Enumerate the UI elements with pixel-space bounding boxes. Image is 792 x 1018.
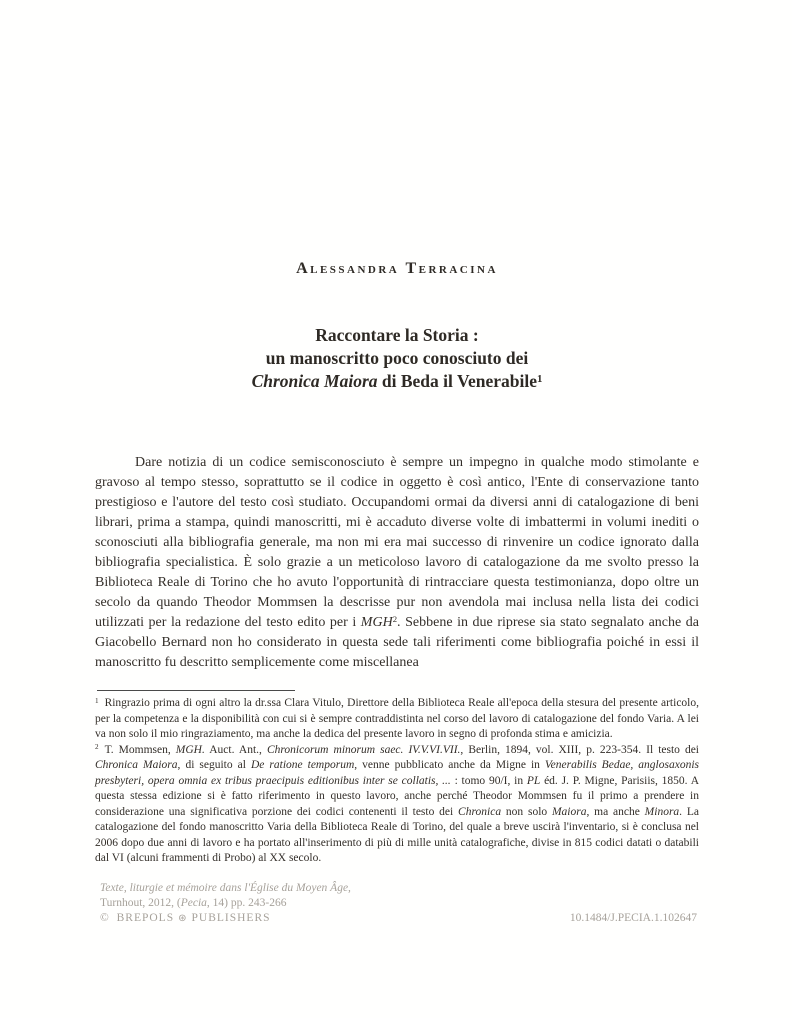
- page-content: [95, 0, 699, 867]
- title-line-3: Chronica Maiora di Beda il Venerabile$^1$: [251, 371, 543, 391]
- article-title: [95, 324, 699, 393]
- footnote-1-text: Ringrazio prima di ogni altro la dr.ssa Clara Vitulo, Direttore della Biblioteca Reale all'epoca della stesura del presente articolo, per la competenza e la disponibilità con cui si è sempre contraddistinta nel corso del lavoro di catalogazione del fondo Varia. A lei va non solo il mio ringraziamento, ma anche la dedica del presente lavoro in segno di profonda stima e amicizia.: [95, 697, 699, 740]
- publisher-text: PUBLISHERS: [191, 912, 271, 924]
- title-line-1: Raccontare la Storia :: [315, 325, 479, 345]
- footnote-1: [95, 696, 699, 743]
- publisher-copyright: [100, 911, 271, 926]
- footnote-1-marker: 1: [95, 696, 99, 705]
- footnote-2-marker: 2: [95, 743, 99, 752]
- footnotes-section: [95, 696, 699, 867]
- copyright-line: [100, 911, 697, 926]
- doi: 10.1484/J.PECIA.1.102647: [569, 912, 697, 924]
- publication-line: Turnhout, 2012, (Pecia, 14) pp. 243-266: [100, 897, 287, 909]
- brepols-logo-icon: ⊛: [178, 913, 188, 924]
- body-paragraph: Dare notizia di un codice semisconosciuto è sempre un impegno in qualche modo stimolante e gravoso al tempo stesso, soprattutto se il codice in oggetto è così antico, l'Ente di conservazione tanto prestigioso e l'autore del testo così studiato. Occupandomi ormai da diversi anni di catalogazione di beni librari, prima a stampa, quindi manoscritti, mi è accaduto diverse volte di imbattermi in volumi inediti o sconosciuti alla bibliografia generale, ma non mi era mai successo di rinvenire un codice ignorato dalla bibliografia specialistica. È solo grazie a un meticoloso lavoro di catalogazione da me svolto presso la Biblioteca Reale di Torino che ho avuto l'opportunità di rintracciare questa testimonianza, dopo oltre un secolo da quando Theodor Mommsen la descrisse pur non avendola mai inclusa nella lista dei codici utilizzati per la redazione del testo edito per i MGH$^2$. Sebbene in due riprese sia stato segnalato anche da Giacobello Bernard non ho considerato in questa sede tali riferimenti come bibliografia poiché in essi il manoscritto fu descritto semplicemente come miscellanea: [95, 455, 699, 670]
- footnote-separator-rule: [97, 690, 295, 691]
- footnote-2: [95, 743, 699, 867]
- series-title: Texte, liturgie et mémoire dans l'Église du Moyen Âge,: [100, 882, 351, 894]
- title-line-2: un manoscritto poco conosciuto dei: [265, 348, 529, 368]
- author-name: Alessandra Terracina: [296, 260, 498, 277]
- copyright-text: © BREPOLS: [100, 912, 175, 924]
- footnote-2-text: T. Mommsen, MGH. Auct. Ant., Chronicorum minorum saec. IV.V.VI.VII., Berlin, 1894, vol. XIII, p. 223-354. Il testo dei Chronica Maiora, di seguito al De ratione temporum, venne pubblicato anche da Migne in Venerabilis Bedae, anglosaxonis presbyteri, opera omnia ex tribus praecipuis editionibus inter se collatis, ... : tomo 90/I, in PL éd. J. P. Migne, Parisiis, 1850. A questa stessa edizione si è fatto riferimento in questo lavoro, anche perché Theodor Mommsen fu il primo a prendere in considerazione una significativa porzione dei codici contenenti il testo dei Chronica non solo Maiora, ma anche Minora. La catalogazione del fondo manoscritto Varia della Biblioteca Reale di Torino, del quale a breve uscirà l'inventario, si è conclusa nel 2006 dopo due anni di lavoro e ha portato all'inserimento di più di mille unità catalografiche, divise in 815 codici datati o databili dal VI (alcuni frammenti di Probo) al XX secolo.: [95, 743, 700, 864]
- page-footer: [100, 881, 697, 926]
